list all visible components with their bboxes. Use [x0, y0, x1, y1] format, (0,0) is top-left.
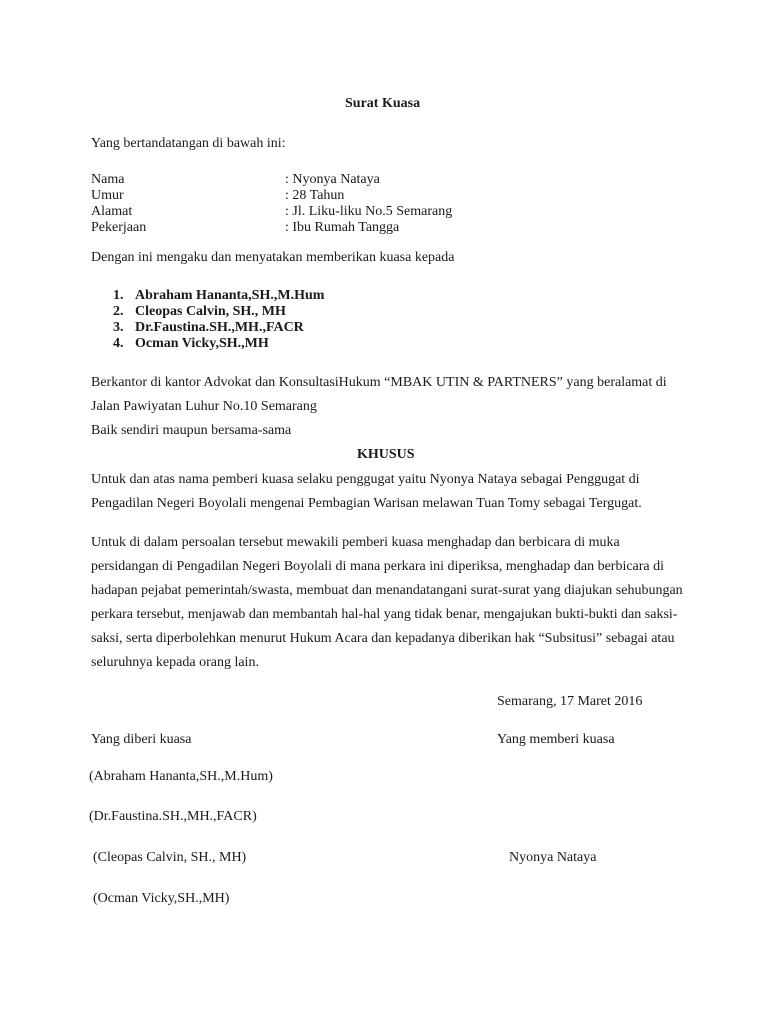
field-label: Umur	[91, 188, 124, 203]
list-number: 2.	[113, 304, 124, 319]
signature-faustina: (Dr.Faustina.SH.,MH.,FACR)	[89, 809, 257, 824]
para2-line: saksi, serta diperbolehkan menurut Hukum Acara dan kepadanya diberikan hak “Subsitusi” sebagai atau	[91, 631, 675, 646]
signature-cleopas: (Cleopas Calvin, SH., MH)	[93, 850, 247, 865]
para2-line: persidangan di Pengadilan Negeri Boyolali di mana perkara ini diperiksa, menghadap dan berbicara di	[91, 559, 665, 574]
para1-line-1: Untuk dan atas nama pemberi kuasa selaku penggugat yaitu Nyonya Nataya sebagai Penggugat di	[91, 472, 640, 487]
para1-line-2: Pengadilan Negeri Boyolali mengenai Pembagian Warisan melawan Tuan Tomy sebagai Tergugat.	[91, 496, 642, 511]
place-date: Semarang, 17 Maret 2016	[497, 694, 643, 709]
attorney-list-item	[113, 303, 286, 321]
office-line-1: Berkantor di kantor Advokat dan KonsultasiHukum “MBAK UTIN & PARTNERS” yang beralamat di	[91, 375, 667, 390]
signature-abraham: (Abraham Hananta,SH.,M.Hum)	[89, 769, 273, 784]
para2-line: Untuk di dalam persoalan tersebut mewakili pemberi kuasa menghadap dan berbicara di muka	[91, 535, 620, 550]
para2-line: seluruhnya kepada orang lain.	[91, 655, 259, 670]
attorney-name: Dr.Faustina.SH.,MH.,FACR	[135, 320, 304, 335]
statement-text: Dengan ini mengaku dan menyatakan memberikan kuasa kepada	[91, 250, 455, 265]
attorney-name: Cleopas Calvin, SH., MH	[135, 304, 286, 319]
field-label: Alamat	[91, 204, 133, 219]
signature-ocman: (Ocman Vicky,SH.,MH)	[93, 891, 230, 906]
para2-line: perkara tersebut, menjawab dan membantah hal-hal yang tidak benar, mengajukan bukti-bukti dan saksi-	[91, 607, 678, 622]
list-number: 3.	[113, 320, 124, 335]
field-value: : Nyonya Nataya	[285, 172, 380, 187]
field-label: Nama	[91, 172, 125, 187]
list-number: 1.	[113, 288, 124, 303]
attorney-list-item	[113, 287, 324, 305]
attorney-list-item	[113, 335, 269, 353]
office-line-2: Jalan Pawiyatan Luhur No.10 Semarang	[91, 399, 317, 414]
field-label: Pekerjaan	[91, 220, 147, 235]
intro-text: Yang bertandatangan di bawah ini:	[91, 136, 286, 151]
signature-giver: Nyonya Nataya	[509, 850, 597, 865]
field-value: : Ibu Rumah Tangga	[285, 220, 400, 235]
attorney-name: Ocman Vicky,SH.,MH	[135, 336, 269, 351]
receiver-label: Yang diberi kuasa	[91, 732, 192, 747]
list-number: 4.	[113, 336, 124, 351]
attorney-list-item	[113, 319, 304, 337]
attorney-name: Abraham Hananta,SH.,M.Hum	[135, 288, 325, 303]
page-title: Surat Kuasa	[345, 96, 421, 111]
field-value: : 28 Tahun	[285, 188, 345, 203]
office-line-3: Baik sendiri maupun bersama-sama	[91, 423, 292, 438]
giver-label: Yang memberi kuasa	[497, 732, 615, 747]
para2-line: hadapan pejabat pemerintah/swasta, membuat dan menandatangani surat-surat yang diajukan sehubungan	[91, 583, 683, 598]
field-value: : Jl. Liku-liku No.5 Semarang	[285, 204, 453, 219]
heading-khusus: KHUSUS	[357, 447, 415, 462]
